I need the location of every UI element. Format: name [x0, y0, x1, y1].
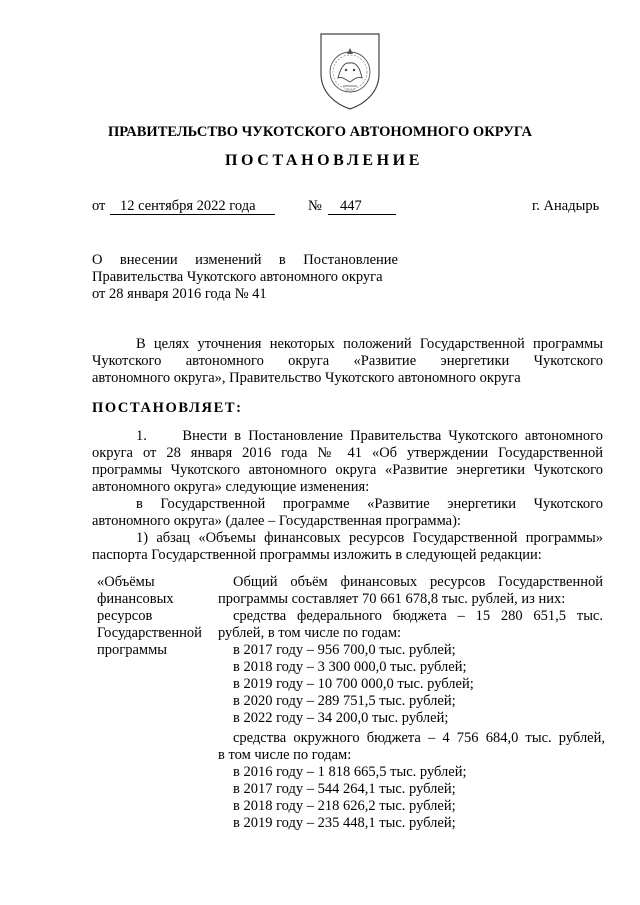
- subitem1-line-1: 1) абзац «Объемы финансовых ресурсов Государственной программы»: [136, 530, 603, 546]
- item1-line-4: автономного округа» следующие изменения:: [92, 479, 370, 495]
- table-district-line-1: средства окружного бюджета – 4 756 684,0 тыс. рублей,: [233, 730, 605, 746]
- subitem1-line-2: паспорта Государственной программы изложить в следующей редакции:: [92, 547, 542, 563]
- preamble-line-2: Чукотского автономного округа «Развитие энергетики Чукотского: [92, 353, 603, 369]
- table-federal-line-1: средства федерального бюджета – 15 280 651,5 тыс.: [233, 608, 603, 624]
- item1-line-3: программы Чукотского автономного округа «Развитие энергетики Чукотского: [92, 462, 603, 478]
- table-left-line-1: «Объёмы: [97, 574, 155, 590]
- district-year-2016: в 2016 году – 1 818 665,5 тыс. рублей;: [233, 764, 467, 780]
- table-left-line-2: финансовых: [97, 591, 174, 607]
- document-type-title: ПОСТАНОВЛЕНИЕ: [225, 152, 423, 169]
- table-total-line-1: Общий объём финансовых ресурсов Государственной: [233, 574, 603, 590]
- program-line-2: автономного округа» (далее – Государственная программа):: [92, 513, 461, 529]
- number-underline: [328, 214, 396, 215]
- date-prefix-label: от: [92, 198, 106, 214]
- document-city: г. Анадырь: [532, 198, 600, 214]
- program-line-1: в Государственной программе «Развитие энергетики Чукотского: [136, 496, 603, 512]
- table-federal-line-2: рублей, в том числе по годам:: [218, 625, 402, 641]
- federal-year-2018: в 2018 году – 3 300 000,0 тыс. рублей;: [233, 659, 467, 675]
- federal-year-2019: в 2019 году – 10 700 000,0 тыс. рублей;: [233, 676, 474, 692]
- number-label: №: [308, 198, 322, 214]
- item1-line-2: округа от 28 января 2016 года № 41 «Об утверждении Государственной: [92, 445, 603, 461]
- district-year-2019: в 2019 году – 235 448,1 тыс. рублей;: [233, 815, 456, 831]
- subject-line-1: О внесении изменений в Постановление: [92, 252, 398, 268]
- preamble-line-1: В целях уточнения некоторых положений Государственной программы: [136, 336, 603, 352]
- subject-line-2: Правительства Чукотского автономного округа: [92, 269, 383, 285]
- item1-line-1: 1. Внести в Постановление Правительства Чукотского автономного: [136, 428, 603, 444]
- subject-line-3: от 28 января 2016 года № 41: [92, 286, 267, 302]
- federal-year-2022: в 2022 году – 34 200,0 тыс. рублей;: [233, 710, 449, 726]
- table-total-line-2: программы составляет 70 661 678,8 тыс. рублей, из них:: [218, 591, 566, 607]
- federal-year-2020: в 2020 году – 289 751,5 тыс. рублей;: [233, 693, 456, 709]
- table-left-line-5: программы: [97, 642, 167, 658]
- government-title: ПРАВИТЕЛЬСТВО ЧУКОТСКОГО АВТОНОМНОГО ОКРУГА: [108, 124, 532, 140]
- table-left-line-3: ресурсов: [97, 608, 153, 624]
- document-number: 447: [340, 198, 362, 214]
- coat-of-arms-emblem: [315, 30, 385, 112]
- table-left-line-4: Государственной: [97, 625, 202, 641]
- table-district-line-2: в том числе по годам:: [218, 747, 352, 763]
- document-date: 12 сентября 2022 года: [120, 198, 256, 214]
- federal-year-2017: в 2017 году – 956 700,0 тыс. рублей;: [233, 642, 456, 658]
- preamble-line-3: автономного округа», Правительство Чукотского автономного округа: [92, 370, 521, 386]
- resolves-heading: ПОСТАНОВЛЯЕТ:: [92, 400, 243, 416]
- district-year-2018: в 2018 году – 218 626,2 тыс. рублей;: [233, 798, 456, 814]
- district-year-2017: в 2017 году – 544 264,1 тыс. рублей;: [233, 781, 456, 797]
